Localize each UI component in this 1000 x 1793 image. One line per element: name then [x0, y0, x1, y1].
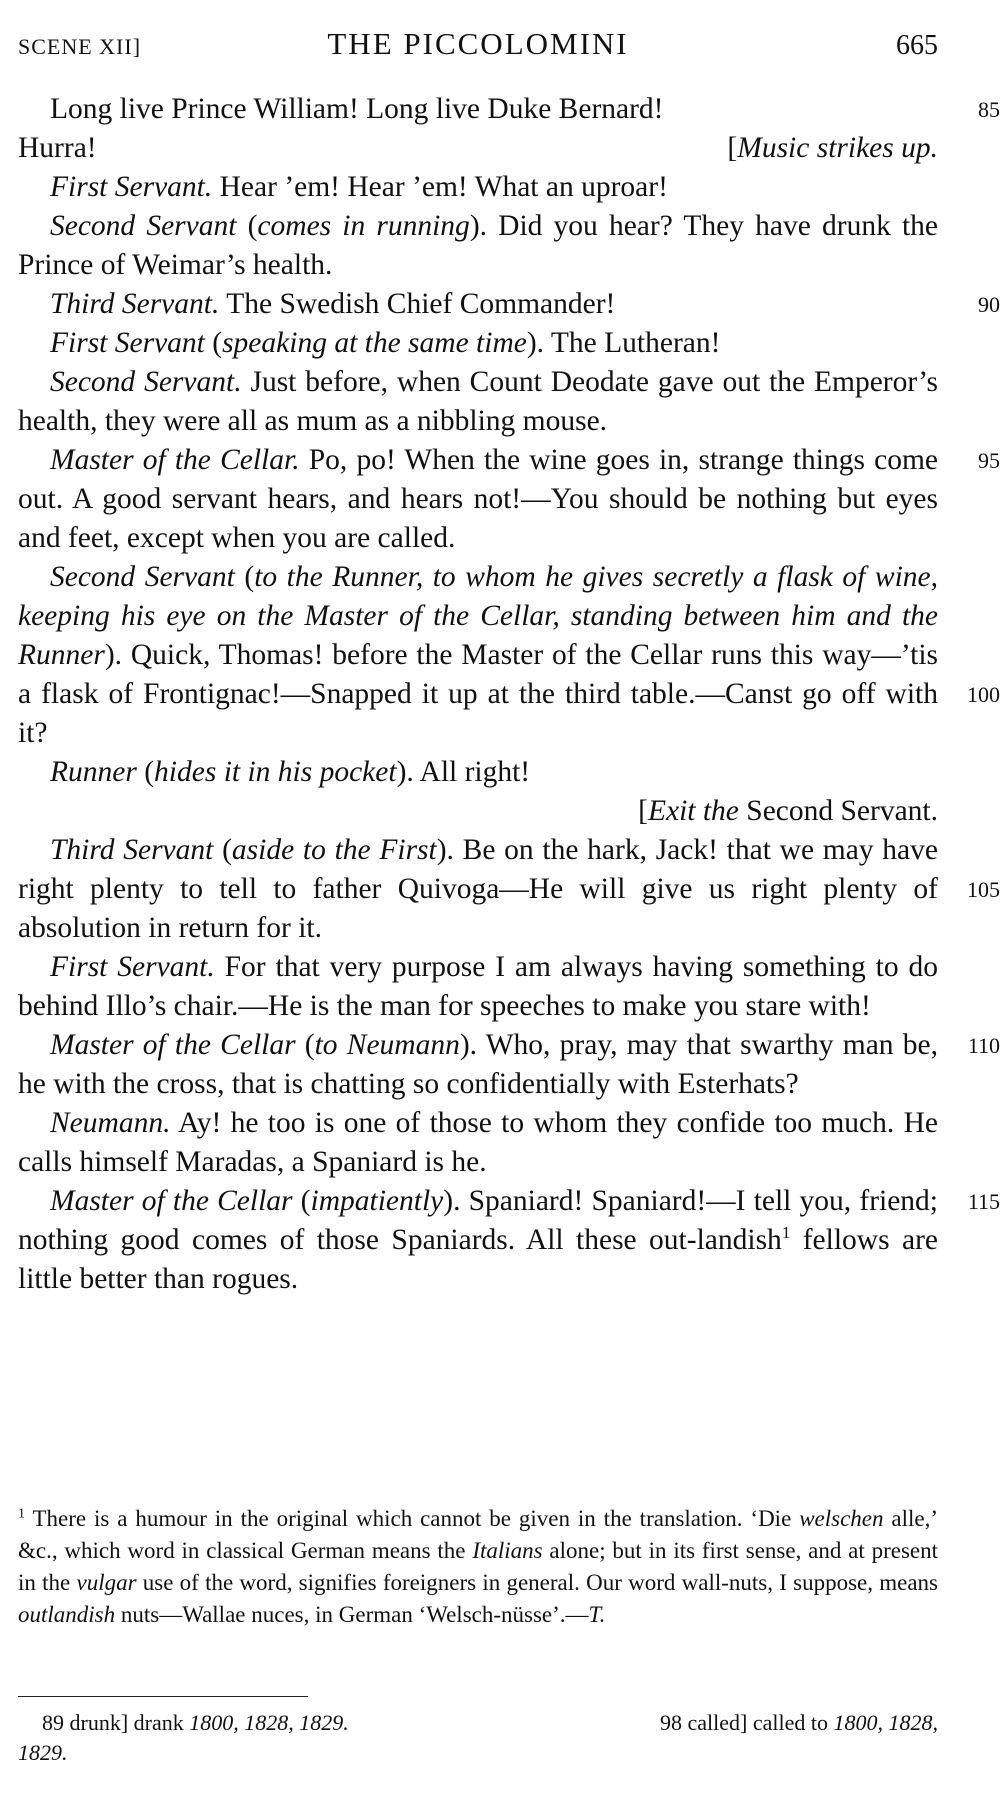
line-number: 115 [967, 1189, 1000, 1214]
page-number: 665 [896, 30, 938, 61]
speaker-name: Master of the Cellar [50, 1029, 296, 1061]
speaker-name: Master of the Cellar. [50, 444, 300, 476]
page-title: THE PICCOLOMINI [327, 26, 629, 61]
dialogue-line: Master of the Cellar. Po, po! When the wine goes in, strange things come out. A good servant hears, and hears not!—You should be nothing but eyes and feet, except when you are called. 95 [18, 441, 938, 558]
line-number: 100 [967, 682, 1000, 707]
variant-note-continuation: 1829. [18, 1740, 68, 1765]
stage-direction: Music strikes up. [737, 132, 938, 164]
stage-direction: to the Runner, to whom he gives secretly a flask of wine, keeping his eye on the Master of the Cellar, standing between him and the Runner [18, 561, 938, 671]
dialogue-line: First Servant. Hear ’em! Hear ’em! What an uproar! [50, 171, 668, 203]
dialogue-line: Neumann. Ay! he too is one of those to whom they confide too much. He calls himself Maradas, a Spaniard is he. [18, 1107, 938, 1178]
footnote-reference[interactable]: 1 [781, 1223, 791, 1243]
stage-direction: to Neumann [314, 1029, 460, 1061]
speaker-name: First Servant. [50, 951, 215, 983]
stage-direction: impatiently [310, 1185, 444, 1217]
speaker-name: Second Servant [50, 210, 237, 242]
speaker-name: Second Servant [50, 561, 235, 593]
speaker-name: Second Servant. [50, 366, 242, 398]
dialogue-line: Second Servant (to the Runner, to whom he gives secretly a flask of wine, keeping his eye on the Master of the Cellar, standing between him and the Runner). Quick, Thomas! before the Master of the Cellar runs this way—’tis a flask of Frontignac!—Snapped it up at the third table.—Canst go off with it? 100 [18, 561, 1000, 749]
line-number: 105 [967, 877, 1000, 902]
line-number: 90 [978, 292, 1000, 317]
speaker-name: Runner [50, 756, 137, 788]
speaker-name: Third Servant. [50, 288, 220, 320]
scene-label: SCENE XII] [18, 34, 142, 59]
dialogue-line: Second Servant (comes in running). Did you hear? They have drunk the Prince of Weimar’s health. [18, 210, 939, 281]
dialogue-line: Third Servant (aside to the First). Be on the hark, Jack! that we may have right plenty to tell to father Quivoga—He will give us right plenty of absolution in return for it. 105 [18, 834, 1000, 944]
stage-direction: comes in running [257, 210, 470, 242]
stage-direction-line: Hurra! [Music strikes up. [18, 132, 938, 164]
running-header [18, 26, 938, 70]
play-text [18, 90, 1000, 1299]
footnote-divider [18, 1696, 308, 1697]
line-number: 95 [978, 448, 1000, 473]
dialogue-line: Master of the Cellar (impatiently). Spaniard! Spaniard!—I tell you, friend; nothing good comes of those Spaniards. All these out-landish$^1$ fellows are little better than rogues. 115 [18, 1182, 938, 1299]
dialogue-line: Long live Prince William! Long live Duke Bernard! 85 [18, 90, 938, 129]
textual-variants [18, 1708, 938, 1768]
stage-direction: speaking at the same time [222, 327, 527, 359]
dialogue-line: Runner (hides it in his pocket). All right! [50, 756, 531, 788]
dialogue-line: Second Servant. Just before, when Count Deodate gave out the Emperor’s health, they were all as mum as a nibbling mouse. [18, 366, 938, 437]
stage-direction: Exit the [647, 795, 739, 827]
speaker-name: First Servant [50, 327, 205, 359]
speaker-name: Neumann. [50, 1107, 171, 1139]
dialogue-line: First Servant. For that very purpose I am always having something to do behind Illo’s chair.—He is the man for speeches to make you stare with! [18, 951, 938, 1022]
variant-note: 98 called] called to 1800, 1828, [660, 1710, 938, 1735]
dialogue-line: Third Servant. The Swedish Chief Commander! 90 [18, 285, 938, 324]
variant-note: 89 drunk] drank 1800, 1828, 1829. [42, 1710, 349, 1735]
line-number: 110 [967, 1033, 1000, 1058]
speaker-name: Third Servant [50, 834, 214, 866]
footnote-mark: 1 [18, 1506, 25, 1522]
speaker-name: Master of the Cellar [50, 1185, 293, 1217]
stage-direction-line: [Exit the Second Servant. [638, 795, 938, 827]
speaker-name: First Servant. [50, 171, 213, 203]
stage-direction: hides it in his pocket [154, 756, 397, 788]
footnote: $^1$ There is a humour in the original which cannot be given in the translation. ‘Die welschen alle,’ &c., which word in classical German means the Italians alone; but in its first sense, and at present in the vulgar use of the word, signifies foreigners in general. Our word wall-nuts, I suppose, means outlandish nuts—Wallae nuces, in German ‘Welsch-nüsse’.—T. [18, 1506, 939, 1627]
dialogue-line: First Servant (speaking at the same time). The Lutheran! [50, 327, 721, 359]
stage-direction: aside to the First [231, 834, 437, 866]
line-number: 85 [978, 97, 1000, 122]
dialogue-line: Master of the Cellar (to Neumann). Who, pray, may that swarthy man be, he with the cross, that is chatting so confidentially with Esterhats? 110 [18, 1026, 938, 1104]
